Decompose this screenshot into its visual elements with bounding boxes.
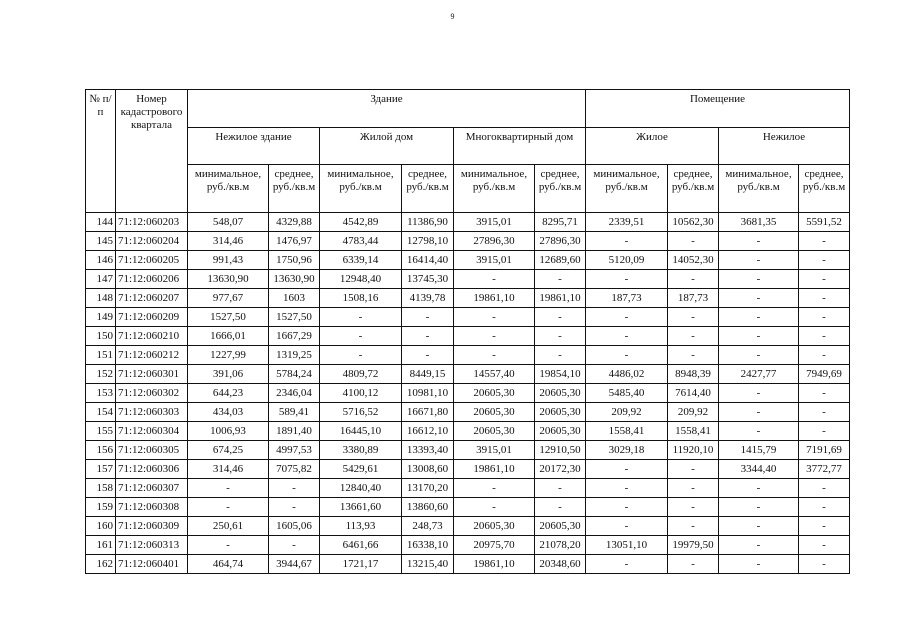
value-cell: 20605,30 <box>454 403 535 422</box>
value-cell: - <box>269 479 320 498</box>
value-cell: - <box>799 555 850 574</box>
value-cell: 14052,30 <box>668 251 719 270</box>
value-cell: - <box>799 422 850 441</box>
value-cell: - <box>799 327 850 346</box>
value-cell: - <box>668 346 719 365</box>
value-cell: 4486,02 <box>586 365 668 384</box>
value-cell: 12840,40 <box>320 479 402 498</box>
value-cell: - <box>719 270 799 289</box>
table-row <box>86 365 850 384</box>
table-row <box>86 479 850 498</box>
value-cell: - <box>535 327 586 346</box>
header-avg: среднее, руб./кв.м <box>799 165 850 213</box>
value-cell: - <box>402 346 454 365</box>
value-cell: 13630,90 <box>269 270 320 289</box>
value-cell: - <box>188 479 269 498</box>
value-cell: 1558,41 <box>586 422 668 441</box>
value-cell: - <box>799 479 850 498</box>
value-cell: 13745,30 <box>402 270 454 289</box>
value-cell: - <box>719 498 799 517</box>
table-row <box>86 270 850 289</box>
value-cell: 2427,77 <box>719 365 799 384</box>
value-cell: - <box>535 479 586 498</box>
value-cell: 20605,30 <box>454 517 535 536</box>
value-cell: 12948,40 <box>320 270 402 289</box>
row-number-cell: 154 <box>86 403 116 422</box>
value-cell: - <box>799 517 850 536</box>
value-cell: - <box>454 498 535 517</box>
value-cell: - <box>402 308 454 327</box>
value-cell: - <box>799 384 850 403</box>
value-cell: 20348,60 <box>535 555 586 574</box>
value-cell: - <box>586 346 668 365</box>
value-cell: 209,92 <box>668 403 719 422</box>
value-cell: - <box>668 479 719 498</box>
cadastral-number-cell: 71:12:060307 <box>116 479 188 498</box>
value-cell: 20975,70 <box>454 536 535 555</box>
value-cell: 20605,30 <box>535 403 586 422</box>
value-cell: 3915,01 <box>454 251 535 270</box>
value-cell: 1667,29 <box>269 327 320 346</box>
cadastral-number-cell: 71:12:060308 <box>116 498 188 517</box>
header-house: Жилой дом <box>320 128 454 165</box>
value-cell: - <box>320 346 402 365</box>
value-cell: - <box>719 308 799 327</box>
value-cell: 1227,99 <box>188 346 269 365</box>
value-cell: - <box>668 517 719 536</box>
table-row <box>86 251 850 270</box>
value-cell: 19861,10 <box>454 460 535 479</box>
value-cell: 5716,52 <box>320 403 402 422</box>
row-number-cell: 147 <box>86 270 116 289</box>
row-number-cell: 144 <box>86 213 116 232</box>
value-cell: 13215,40 <box>402 555 454 574</box>
row-number-cell: 149 <box>86 308 116 327</box>
header-premises: Помещение <box>586 90 850 128</box>
value-cell: - <box>454 270 535 289</box>
header-avg: среднее, руб./кв.м <box>668 165 719 213</box>
cadastral-number-cell: 71:12:060304 <box>116 422 188 441</box>
value-cell: - <box>799 536 850 555</box>
value-cell: 248,73 <box>402 517 454 536</box>
cadastral-number-cell: 71:12:060301 <box>116 365 188 384</box>
value-cell: - <box>719 555 799 574</box>
row-number-cell: 146 <box>86 251 116 270</box>
value-cell: 11386,90 <box>402 213 454 232</box>
row-number-cell: 162 <box>86 555 116 574</box>
cadastral-number-cell: 71:12:060207 <box>116 289 188 308</box>
value-cell: 13661,60 <box>320 498 402 517</box>
value-cell: 19861,10 <box>454 289 535 308</box>
value-cell: 3915,01 <box>454 213 535 232</box>
header-num: № п/п <box>86 90 116 213</box>
value-cell: 1319,25 <box>269 346 320 365</box>
table-row <box>86 327 850 346</box>
header-apartment: Многоквартирный дом <box>454 128 586 165</box>
value-cell: - <box>799 498 850 517</box>
value-cell: - <box>454 346 535 365</box>
value-cell: 12910,50 <box>535 441 586 460</box>
value-cell: 6461,66 <box>320 536 402 555</box>
value-cell: - <box>586 232 668 251</box>
value-cell: 1006,93 <box>188 422 269 441</box>
value-cell: 1603 <box>269 289 320 308</box>
value-cell: - <box>719 517 799 536</box>
value-cell: - <box>719 289 799 308</box>
value-cell: 2339,51 <box>586 213 668 232</box>
value-cell: 5784,24 <box>269 365 320 384</box>
header-building: Здание <box>188 90 586 128</box>
value-cell: 3772,77 <box>799 460 850 479</box>
value-cell: 1558,41 <box>668 422 719 441</box>
value-cell: 16338,10 <box>402 536 454 555</box>
value-cell: 7614,40 <box>668 384 719 403</box>
cadastral-number-cell: 71:12:060401 <box>116 555 188 574</box>
table-row <box>86 384 850 403</box>
value-cell: - <box>535 498 586 517</box>
value-cell: 589,41 <box>269 403 320 422</box>
value-cell: - <box>586 308 668 327</box>
value-cell: 13051,10 <box>586 536 668 555</box>
value-cell: 20605,30 <box>454 422 535 441</box>
value-cell: 13630,90 <box>188 270 269 289</box>
row-number-cell: 155 <box>86 422 116 441</box>
value-cell: 991,43 <box>188 251 269 270</box>
value-cell: 20605,30 <box>535 517 586 536</box>
value-cell: 19854,10 <box>535 365 586 384</box>
cadastral-number-cell: 71:12:060309 <box>116 517 188 536</box>
value-cell: - <box>719 479 799 498</box>
value-cell: - <box>586 517 668 536</box>
value-cell: - <box>668 308 719 327</box>
row-number-cell: 151 <box>86 346 116 365</box>
value-cell: 1721,17 <box>320 555 402 574</box>
value-cell: - <box>719 346 799 365</box>
value-cell: 20605,30 <box>454 384 535 403</box>
value-cell: 4139,78 <box>402 289 454 308</box>
page-number: 9 <box>450 12 455 21</box>
value-cell: - <box>269 536 320 555</box>
value-cell: 314,46 <box>188 232 269 251</box>
value-cell: 187,73 <box>668 289 719 308</box>
value-cell: - <box>719 536 799 555</box>
value-cell: - <box>586 498 668 517</box>
value-cell: 434,03 <box>188 403 269 422</box>
value-cell: 13860,60 <box>402 498 454 517</box>
header-avg: среднее, руб./кв.м <box>269 165 320 213</box>
row-number-cell: 145 <box>86 232 116 251</box>
value-cell: - <box>188 536 269 555</box>
value-cell: 464,74 <box>188 555 269 574</box>
value-cell: 3380,89 <box>320 441 402 460</box>
value-cell: 8948,39 <box>668 365 719 384</box>
value-cell: - <box>799 308 850 327</box>
cadastral-number-cell: 71:12:060302 <box>116 384 188 403</box>
value-cell: 4542,89 <box>320 213 402 232</box>
value-cell: 1415,79 <box>719 441 799 460</box>
value-cell: 4997,53 <box>269 441 320 460</box>
value-cell: 977,67 <box>188 289 269 308</box>
value-cell: 8295,71 <box>535 213 586 232</box>
value-cell: 548,07 <box>188 213 269 232</box>
table-row <box>86 460 850 479</box>
value-cell: - <box>799 403 850 422</box>
value-cell: 16671,80 <box>402 403 454 422</box>
cadastral-number-cell: 71:12:060210 <box>116 327 188 346</box>
cadastral-number-cell: 71:12:060303 <box>116 403 188 422</box>
table-row <box>86 422 850 441</box>
header-nonres-building: Нежилое здание <box>188 128 320 165</box>
value-cell: - <box>402 327 454 346</box>
row-number-cell: 153 <box>86 384 116 403</box>
value-cell: - <box>799 270 850 289</box>
value-cell: 187,73 <box>586 289 668 308</box>
header-avg: среднее, руб./кв.м <box>535 165 586 213</box>
value-cell: - <box>535 308 586 327</box>
cadastral-number-cell: 71:12:060203 <box>116 213 188 232</box>
row-number-cell: 160 <box>86 517 116 536</box>
value-cell: 20605,30 <box>535 384 586 403</box>
row-number-cell: 159 <box>86 498 116 517</box>
value-cell: - <box>719 403 799 422</box>
value-cell: 644,23 <box>188 384 269 403</box>
value-cell: 5485,40 <box>586 384 668 403</box>
value-cell: - <box>799 251 850 270</box>
value-cell: 3344,40 <box>719 460 799 479</box>
row-number-cell: 161 <box>86 536 116 555</box>
value-cell: - <box>719 384 799 403</box>
value-cell: 14557,40 <box>454 365 535 384</box>
row-number-cell: 148 <box>86 289 116 308</box>
value-cell: 19861,10 <box>535 289 586 308</box>
value-cell: 1605,06 <box>269 517 320 536</box>
value-cell: - <box>668 555 719 574</box>
value-cell: 113,93 <box>320 517 402 536</box>
value-cell: - <box>454 308 535 327</box>
value-cell: 3029,18 <box>586 441 668 460</box>
value-cell: 4100,12 <box>320 384 402 403</box>
cadastral-number-cell: 71:12:060313 <box>116 536 188 555</box>
value-cell: 19979,50 <box>668 536 719 555</box>
value-cell: 13008,60 <box>402 460 454 479</box>
value-cell: - <box>586 327 668 346</box>
value-cell: 1750,96 <box>269 251 320 270</box>
table-row <box>86 308 850 327</box>
value-cell: - <box>668 232 719 251</box>
value-cell: - <box>454 479 535 498</box>
cadastral-number-cell: 71:12:060204 <box>116 232 188 251</box>
value-cell: 7191,69 <box>799 441 850 460</box>
value-cell: 3681,35 <box>719 213 799 232</box>
value-cell: 4809,72 <box>320 365 402 384</box>
header-min: минимальное, руб./кв.м <box>454 165 535 213</box>
header-cadastral: Номер кадастрового квартала <box>116 90 188 213</box>
value-cell: - <box>188 498 269 517</box>
value-cell: - <box>535 346 586 365</box>
value-cell: 16445,10 <box>320 422 402 441</box>
value-cell: 12798,10 <box>402 232 454 251</box>
value-cell: - <box>668 460 719 479</box>
header-avg: среднее, руб./кв.м <box>402 165 454 213</box>
value-cell: 2346,04 <box>269 384 320 403</box>
value-cell: - <box>719 422 799 441</box>
value-cell: 5429,61 <box>320 460 402 479</box>
table-row <box>86 213 850 232</box>
header-residential: Жилое <box>586 128 719 165</box>
value-cell: 5591,52 <box>799 213 850 232</box>
value-cell: - <box>668 270 719 289</box>
row-number-cell: 158 <box>86 479 116 498</box>
row-number-cell: 152 <box>86 365 116 384</box>
value-cell: 8449,15 <box>402 365 454 384</box>
value-cell: 4783,44 <box>320 232 402 251</box>
value-cell: 674,25 <box>188 441 269 460</box>
value-cell: 7075,82 <box>269 460 320 479</box>
value-cell: - <box>269 498 320 517</box>
table-row <box>86 441 850 460</box>
cadastral-number-cell: 71:12:060206 <box>116 270 188 289</box>
value-cell: - <box>586 555 668 574</box>
header-nonresidential: Нежилое <box>719 128 850 165</box>
cadastral-number-cell: 71:12:060205 <box>116 251 188 270</box>
value-cell: - <box>586 460 668 479</box>
cadastral-number-cell: 71:12:060212 <box>116 346 188 365</box>
header-min: минимальное, руб./кв.м <box>188 165 269 213</box>
value-cell: 5120,09 <box>586 251 668 270</box>
value-cell: 12689,60 <box>535 251 586 270</box>
value-cell: 391,06 <box>188 365 269 384</box>
header-min: минимальное, руб./кв.м <box>719 165 799 213</box>
value-cell: 1527,50 <box>188 308 269 327</box>
value-cell: - <box>668 498 719 517</box>
table-row <box>86 346 850 365</box>
value-cell: 19861,10 <box>454 555 535 574</box>
value-cell: 7949,69 <box>799 365 850 384</box>
table-row <box>86 498 850 517</box>
value-cell: 3915,01 <box>454 441 535 460</box>
cadastral-number-cell: 71:12:060209 <box>116 308 188 327</box>
value-cell: 314,46 <box>188 460 269 479</box>
value-cell: 1476,97 <box>269 232 320 251</box>
value-cell: - <box>668 327 719 346</box>
value-cell: - <box>320 327 402 346</box>
value-cell: 20605,30 <box>535 422 586 441</box>
table-row <box>86 289 850 308</box>
value-cell: 16612,10 <box>402 422 454 441</box>
table-row <box>86 555 850 574</box>
value-cell: 250,61 <box>188 517 269 536</box>
value-cell: 4329,88 <box>269 213 320 232</box>
header-min: минимальное, руб./кв.м <box>320 165 402 213</box>
value-cell: 6339,14 <box>320 251 402 270</box>
table-row <box>86 232 850 251</box>
value-cell: 21078,20 <box>535 536 586 555</box>
row-number-cell: 156 <box>86 441 116 460</box>
value-cell: - <box>719 232 799 251</box>
value-cell: - <box>719 327 799 346</box>
cadastral-number-cell: 71:12:060305 <box>116 441 188 460</box>
value-cell: - <box>586 479 668 498</box>
value-cell: 10562,30 <box>668 213 719 232</box>
value-cell: - <box>454 327 535 346</box>
table-row <box>86 403 850 422</box>
value-cell: 20172,30 <box>535 460 586 479</box>
value-cell: 16414,40 <box>402 251 454 270</box>
cadastral-number-cell: 71:12:060306 <box>116 460 188 479</box>
header-min: минимальное, руб./кв.м <box>586 165 668 213</box>
value-cell: - <box>586 270 668 289</box>
value-cell: 10981,10 <box>402 384 454 403</box>
value-cell: - <box>535 270 586 289</box>
value-cell: - <box>799 346 850 365</box>
row-number-cell: 150 <box>86 327 116 346</box>
value-cell: 27896,30 <box>454 232 535 251</box>
value-cell: - <box>320 308 402 327</box>
value-cell: 1508,16 <box>320 289 402 308</box>
value-cell: 13170,20 <box>402 479 454 498</box>
value-cell: 27896,30 <box>535 232 586 251</box>
value-cell: 1891,40 <box>269 422 320 441</box>
value-cell: - <box>799 289 850 308</box>
cadastral-value-table <box>85 89 850 574</box>
value-cell: 3944,67 <box>269 555 320 574</box>
value-cell: - <box>799 232 850 251</box>
row-number-cell: 157 <box>86 460 116 479</box>
table-row <box>86 536 850 555</box>
value-cell: 1666,01 <box>188 327 269 346</box>
value-cell: 13393,40 <box>402 441 454 460</box>
value-cell: 11920,10 <box>668 441 719 460</box>
table-row <box>86 517 850 536</box>
value-cell: 1527,50 <box>269 308 320 327</box>
value-cell: 209,92 <box>586 403 668 422</box>
value-cell: - <box>719 251 799 270</box>
